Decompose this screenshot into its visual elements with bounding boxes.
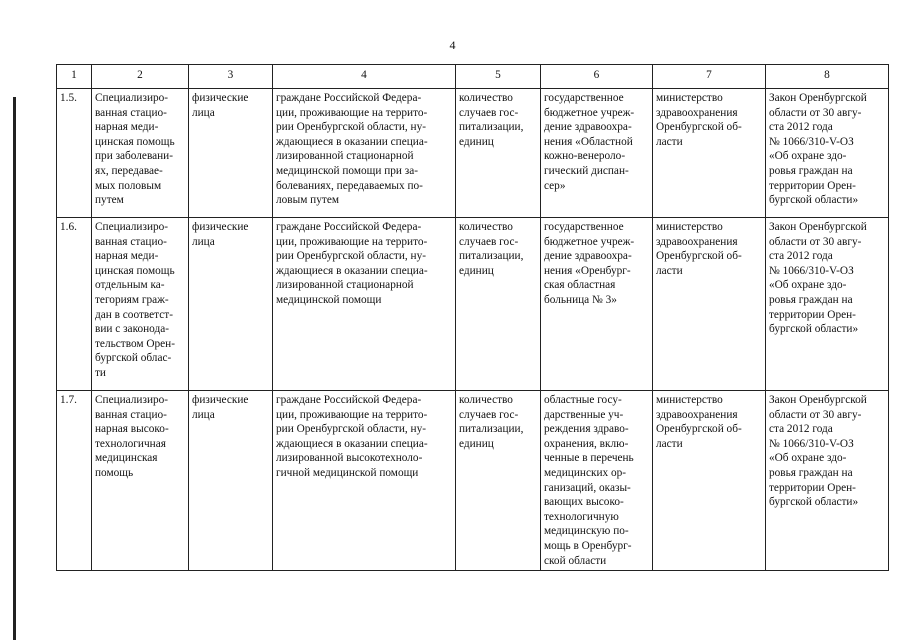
recipients-cell (273, 218, 456, 391)
table-row (57, 218, 889, 391)
column-header: 1 (57, 65, 92, 89)
service-name-cell (92, 391, 189, 571)
authority-cell (653, 391, 766, 571)
table-row (57, 391, 889, 571)
service-name: Специализиро- ванная стацио- нарная меди- цинская помощь при заболевани- ях, передавае- мых половым путем (95, 92, 175, 207)
consumer-category: физические лица (192, 394, 249, 421)
service-name-cell (92, 218, 189, 391)
recipients-cell (273, 391, 456, 571)
row-number: 1.6. (60, 221, 77, 233)
consumer-category: физические лица (192, 92, 249, 119)
consumer-category-cell (189, 218, 273, 391)
provider-institution: государственное бюджетное учреж- дение здравоохра- нения «Оренбург- ская областная больница № 3» (544, 221, 635, 306)
indicator-cell (456, 89, 541, 218)
row-number-cell (57, 218, 92, 391)
provider-institution: областные госу- дарственные уч- реждения здраво- охранения, вклю- ченные в перечень медицинских ор- ганизаций, оказы- вающих высоко- технологичную медицинскую по- мощь в Оренбург- ской области (544, 394, 634, 567)
provider-cell (541, 89, 653, 218)
row-number-cell (57, 89, 92, 218)
responsible-authority: министерство здравоохранения Оренбургской об- ласти (656, 221, 742, 277)
row-number: 1.5. (60, 92, 77, 104)
page-number: 4 (449, 38, 456, 52)
indicator-cell (456, 218, 541, 391)
table-header-row (57, 65, 889, 89)
consumer-category-cell (189, 89, 273, 218)
scan-margin-line (13, 97, 16, 640)
legal-basis: Закон Оренбургской области от 30 авгу- ста 2012 года № 1066/310-V-ОЗ «Об охране здо- ровья граждан на территории Орен- бургской области» (769, 92, 867, 207)
column-header: 7 (653, 65, 766, 89)
volume-indicator: количество случаев гос- питализации, единиц (459, 92, 524, 148)
recipients-text: граждане Российской Федера- ции, проживающие на террито- рии Оренбургской области, ну- ждающиеся в оказании специа- лизированной высокотехноло- гичной медицинской помощи (276, 394, 428, 479)
consumer-category-cell (189, 391, 273, 571)
law-cell (766, 218, 889, 391)
row-number-cell (57, 391, 92, 571)
column-header: 3 (189, 65, 273, 89)
service-name-cell (92, 89, 189, 218)
responsible-authority: министерство здравоохранения Оренбургской об- ласти (656, 92, 742, 148)
column-header: 8 (766, 65, 889, 89)
authority-cell (653, 218, 766, 391)
legal-basis: Закон Оренбургской области от 30 авгу- ста 2012 года № 1066/310-V-ОЗ «Об охране здо- ровья граждан на территории Орен- бургской области» (769, 221, 867, 336)
column-header: 2 (92, 65, 189, 89)
row-number: 1.7. (60, 394, 77, 406)
table-row (57, 89, 889, 218)
provider-institution: государственное бюджетное учреж- дение здравоохра- нения «Областной кожно-венероло- гический диспан- сер» (544, 92, 635, 192)
volume-indicator: количество случаев гос- питализации, единиц (459, 394, 524, 450)
consumer-category: физические лица (192, 221, 249, 248)
recipients-cell (273, 89, 456, 218)
law-cell (766, 391, 889, 571)
service-name: Специализиро- ванная стацио- нарная высоко- технологичная медицинская помощь (95, 394, 169, 479)
recipients-text: граждане Российской Федера- ции, проживающие на террито- рии Оренбургской области, ну- ждающиеся в оказании специа- лизированной стационарной медицинской помощи (276, 221, 428, 306)
law-cell (766, 89, 889, 218)
services-table (56, 64, 889, 571)
recipients-text: граждане Российской Федера- ции, проживающие на террито- рии Оренбургской области, ну- ждающиеся в оказании специа- лизированной стационарной медицинской помощи при за- болеваниях, передаваемых по- ловым путем (276, 92, 428, 207)
provider-cell (541, 391, 653, 571)
responsible-authority: министерство здравоохранения Оренбургской об- ласти (656, 394, 742, 450)
indicator-cell (456, 391, 541, 571)
column-header: 6 (541, 65, 653, 89)
column-header: 5 (456, 65, 541, 89)
legal-basis: Закон Оренбургской области от 30 авгу- ста 2012 года № 1066/310-V-ОЗ «Об охране здо- ровья граждан на территории Орен- бургской области» (769, 394, 867, 509)
volume-indicator: количество случаев гос- питализации, единиц (459, 221, 524, 277)
column-header: 4 (273, 65, 456, 89)
authority-cell (653, 89, 766, 218)
provider-cell (541, 218, 653, 391)
service-name: Специализиро- ванная стацио- нарная меди- цинская помощь отдельным ка- тегориям граж- дан в соответст- вии с законода- тельством Орен- бургской облас- ти (95, 221, 175, 379)
